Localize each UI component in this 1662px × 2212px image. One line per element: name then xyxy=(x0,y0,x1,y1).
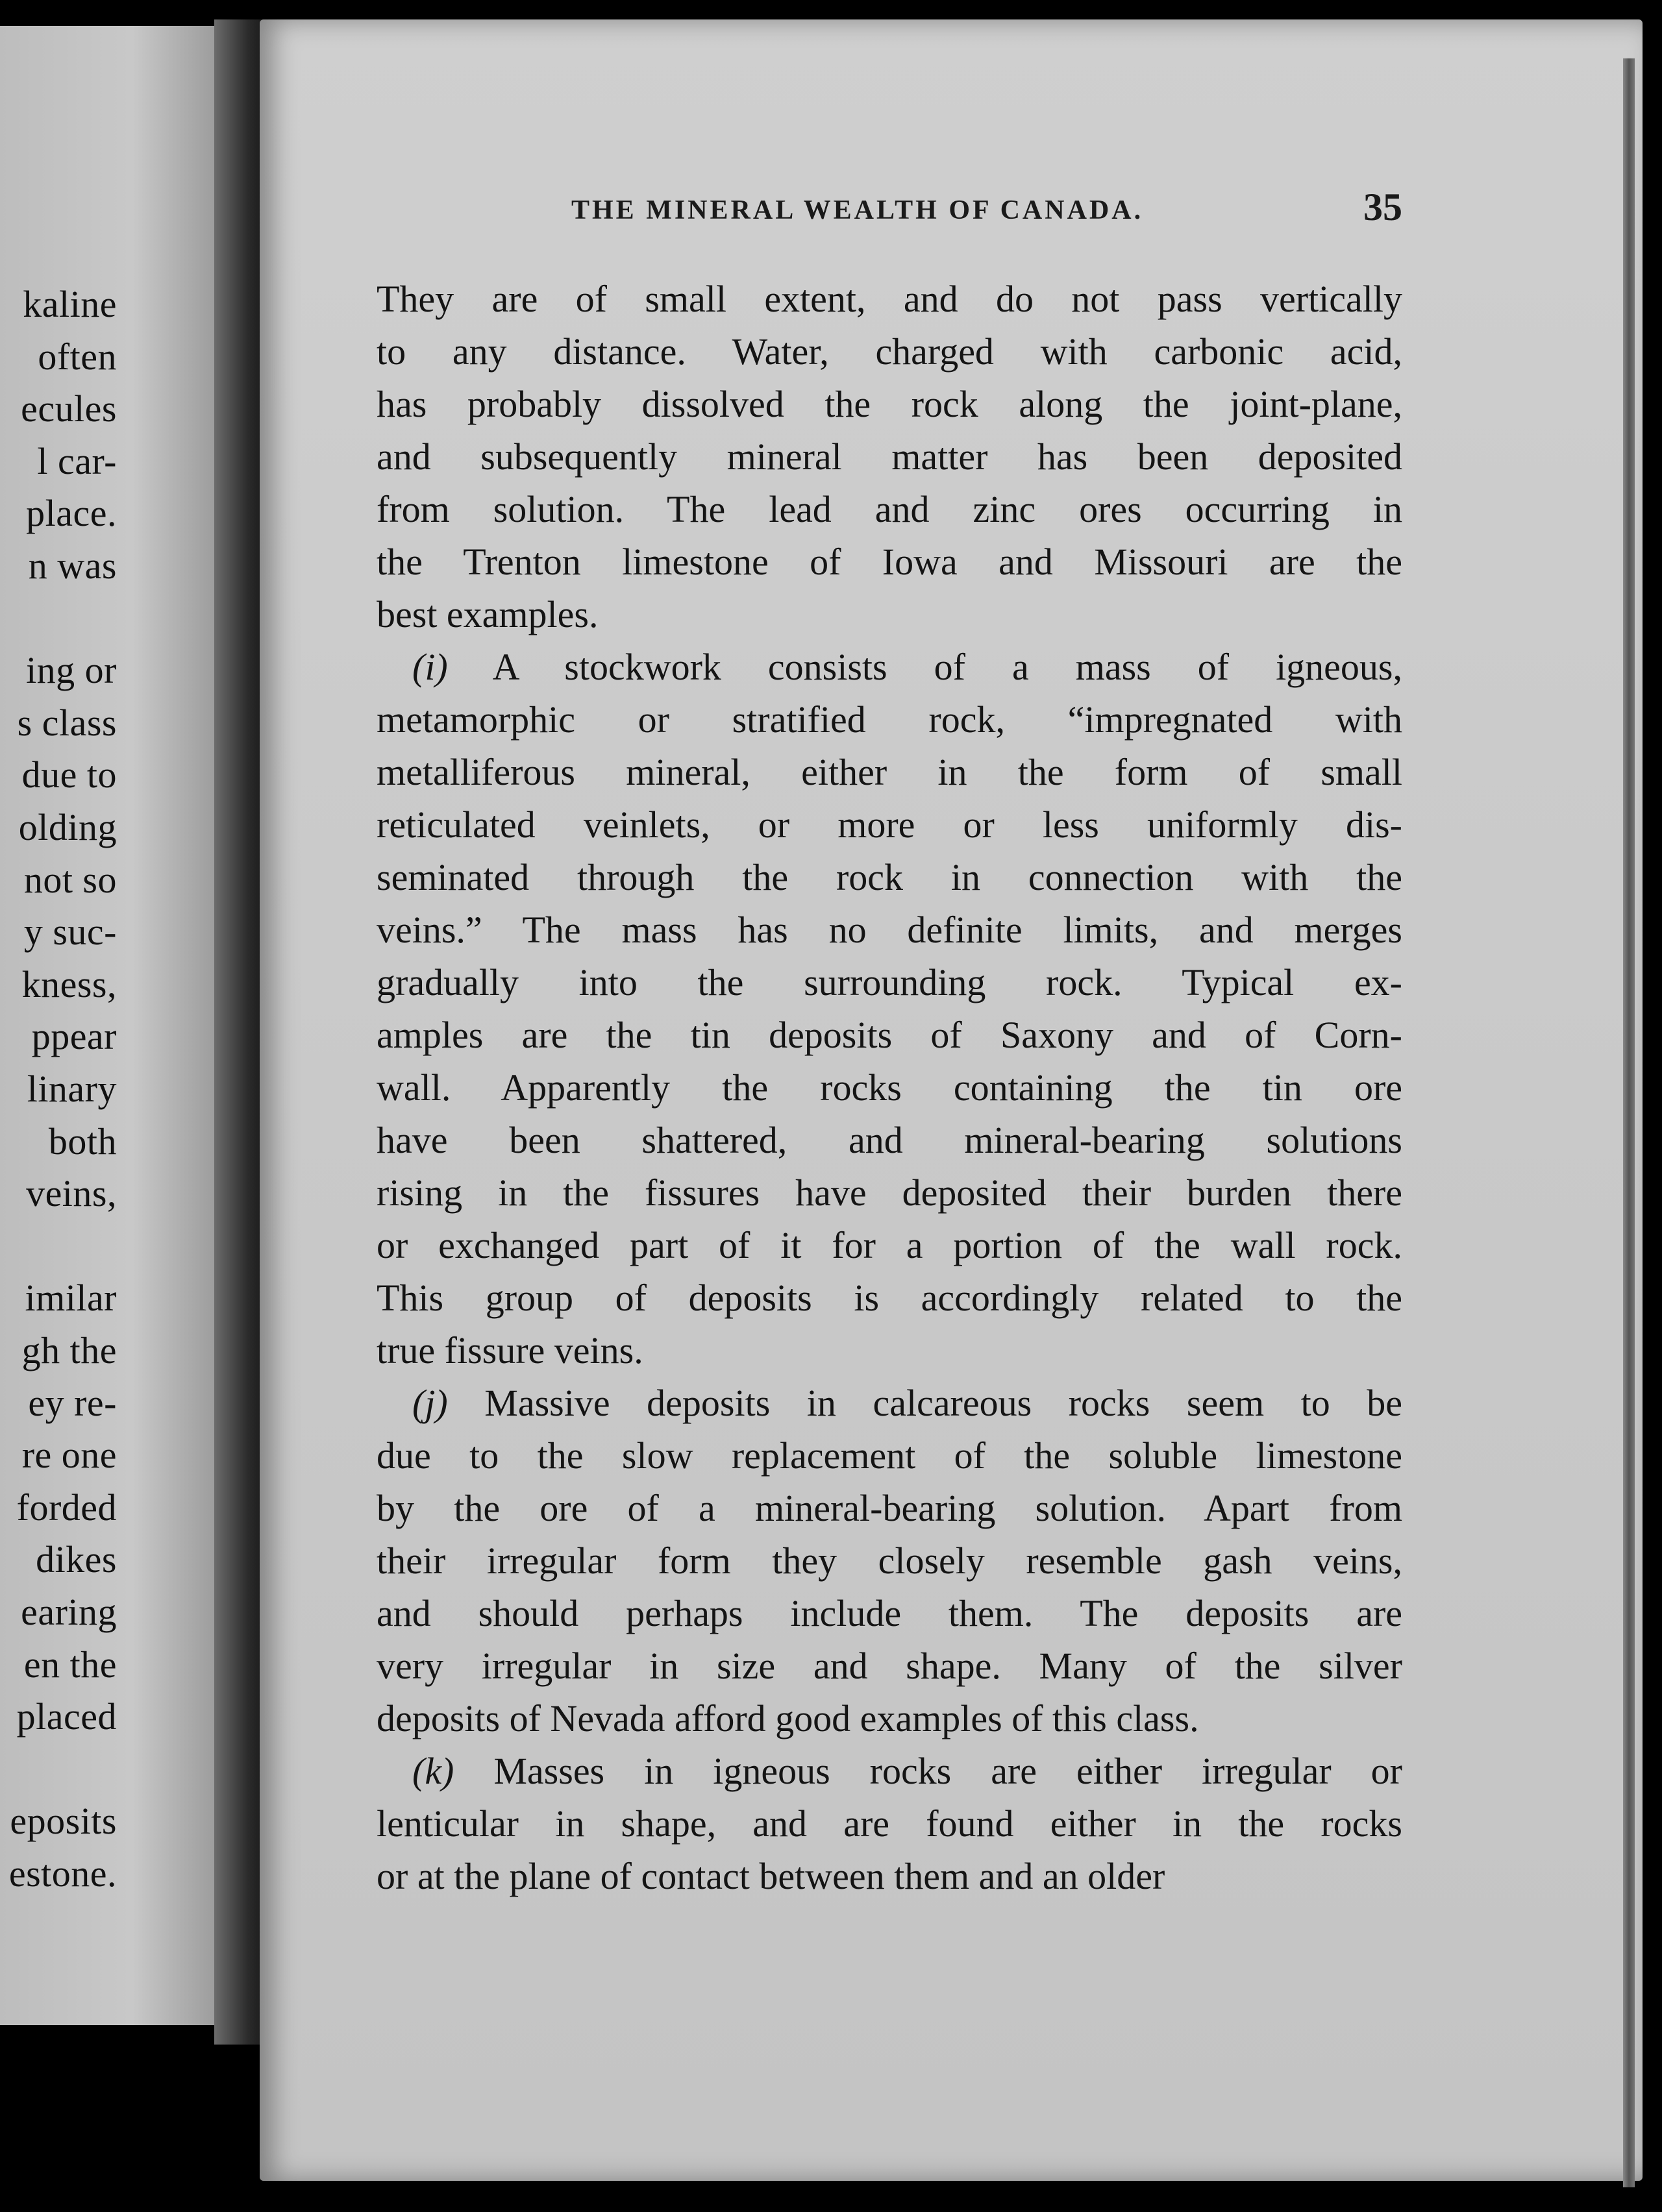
text-line xyxy=(377,1640,1402,1692)
text-line xyxy=(377,1850,1402,1902)
left-page-line: ing or xyxy=(26,649,117,692)
left-page-line: earing xyxy=(21,1591,117,1633)
line-text: veins.” The mass has no definite limits, and merges xyxy=(377,909,1402,951)
left-page-line: n was xyxy=(28,545,117,587)
line-text: very irregular in size and shape. Many of the silver xyxy=(377,1645,1402,1687)
page-edge xyxy=(1623,58,1635,2187)
text-line xyxy=(377,956,1402,1009)
left-page-line: ppear xyxy=(31,1015,117,1058)
left-page-line: veins, xyxy=(26,1172,117,1215)
paragraph xyxy=(377,641,1402,1377)
text-line xyxy=(377,378,1402,430)
running-head: THE MINERAL WEALTH OF CANADA. xyxy=(571,195,1144,225)
line-text: by the ore of a mineral-bearing solution. Apart from xyxy=(377,1487,1402,1529)
text-line xyxy=(377,1797,1402,1850)
text-line xyxy=(377,1009,1402,1061)
clause-label: (k) xyxy=(412,1750,454,1792)
left-page-line: kness, xyxy=(21,963,117,1005)
line-text: and should perhaps include them. The deposits are xyxy=(377,1592,1402,1634)
line-text: true fissure veins. xyxy=(377,1329,643,1371)
text-line xyxy=(377,430,1402,483)
line-text: wall. Apparently the rocks containing the tin ore xyxy=(377,1066,1402,1109)
text-line xyxy=(377,273,1402,325)
text-line xyxy=(377,588,1402,641)
text-line xyxy=(377,746,1402,798)
text-line xyxy=(377,325,1402,378)
paragraph xyxy=(377,1377,1402,1745)
text-line xyxy=(377,798,1402,851)
text-line xyxy=(377,1166,1402,1219)
paragraph xyxy=(377,1745,1402,1902)
left-page-line: olding xyxy=(18,806,117,848)
left-page-line: imilar xyxy=(25,1277,117,1320)
line-text: metalliferous mineral, either in the form of small xyxy=(377,751,1402,793)
line-text: lenticular in shape, and are found either in the rocks xyxy=(377,1802,1402,1845)
left-page-line: dikes xyxy=(36,1538,117,1581)
text-line xyxy=(377,641,1402,693)
text-line xyxy=(377,1692,1402,1745)
line-text: has probably dissolved the rock along the joint-plane, xyxy=(377,383,1402,425)
left-page xyxy=(0,26,221,2025)
line-text: their irregular form they closely resemble gash veins, xyxy=(377,1540,1402,1582)
left-page-line: placed xyxy=(16,1695,117,1738)
left-page-line: l car- xyxy=(37,439,117,482)
line-text: Massive deposits in calcareous rocks seem to be xyxy=(447,1382,1402,1424)
left-page-line: linary xyxy=(27,1068,117,1110)
text-line xyxy=(377,1429,1402,1482)
text-line xyxy=(377,851,1402,903)
left-page-line: place. xyxy=(26,492,117,535)
text-line xyxy=(377,903,1402,956)
line-text: reticulated veinlets, or more or less uniformly dis- xyxy=(377,804,1402,846)
left-page-line: not so xyxy=(23,858,117,901)
text-line xyxy=(377,1745,1402,1797)
left-page-line: gh the xyxy=(21,1329,117,1371)
line-text: gradually into the surrounding rock. Typical ex- xyxy=(377,961,1402,1003)
left-page-line: y suc- xyxy=(23,911,117,953)
line-text: They are of small extent, and do not pass vertically xyxy=(377,278,1402,320)
line-text: This group of deposits is accordingly related to the xyxy=(377,1277,1402,1319)
text-line xyxy=(377,1534,1402,1587)
text-line xyxy=(377,1219,1402,1272)
line-text: seminated through the rock in connection with the xyxy=(377,856,1402,898)
left-page-line: often xyxy=(38,335,117,378)
left-page-line: ecules xyxy=(21,387,117,430)
clause-label: (i) xyxy=(412,646,448,688)
left-page-line: ey re- xyxy=(28,1381,117,1424)
text-line xyxy=(377,1272,1402,1324)
text-line xyxy=(377,1114,1402,1166)
text-line xyxy=(377,535,1402,588)
text-line xyxy=(377,1324,1402,1377)
line-text: best examples. xyxy=(377,593,599,635)
line-text: metamorphic or stratified rock, “impregnated with xyxy=(377,698,1402,741)
left-page-line: both xyxy=(48,1120,117,1162)
line-text: to any distance. Water, charged with carbonic acid, xyxy=(377,330,1402,373)
text-line xyxy=(377,1377,1402,1429)
left-page-line: eposits xyxy=(10,1800,117,1843)
line-text: from solution. The lead and zinc ores occurring in xyxy=(377,488,1402,530)
text-line xyxy=(377,693,1402,746)
left-page-line: re one xyxy=(21,1434,117,1477)
left-page-line: kaline xyxy=(23,283,117,325)
left-page-line: s class xyxy=(17,701,117,744)
left-page-line: estone. xyxy=(8,1852,117,1895)
body-text xyxy=(377,273,1402,1902)
text-line xyxy=(377,1061,1402,1114)
left-page-line: forded xyxy=(16,1486,117,1529)
clause-label: (j) xyxy=(412,1382,448,1424)
text-line xyxy=(377,483,1402,535)
line-text: due to the slow replacement of the soluble limestone xyxy=(377,1434,1402,1477)
line-text: A stockwork consists of a mass of igneous, xyxy=(447,646,1402,688)
line-text: have been shattered, and mineral-bearing solutions xyxy=(377,1119,1402,1161)
left-page-line: en the xyxy=(23,1643,117,1686)
text-line xyxy=(377,1482,1402,1534)
left-page-line: due to xyxy=(21,754,117,796)
text-line xyxy=(377,1587,1402,1640)
line-text: the Trenton limestone of Iowa and Missouri are the xyxy=(377,541,1402,583)
paragraph xyxy=(377,273,1402,641)
line-text: or exchanged part of it for a portion of the wall rock. xyxy=(377,1224,1402,1266)
line-text: Masses in igneous rocks are either irregular or xyxy=(454,1750,1402,1792)
line-text: deposits of Nevada afford good examples of this class. xyxy=(377,1697,1199,1739)
line-text: rising in the fissures have deposited their burden there xyxy=(377,1172,1402,1214)
page-number: 35 xyxy=(1363,186,1402,228)
line-text: and subsequently mineral matter has been deposited xyxy=(377,436,1402,478)
line-text: or at the plane of contact between them and an older xyxy=(377,1855,1165,1897)
line-text: amples are the tin deposits of Saxony and of Corn- xyxy=(377,1014,1402,1056)
